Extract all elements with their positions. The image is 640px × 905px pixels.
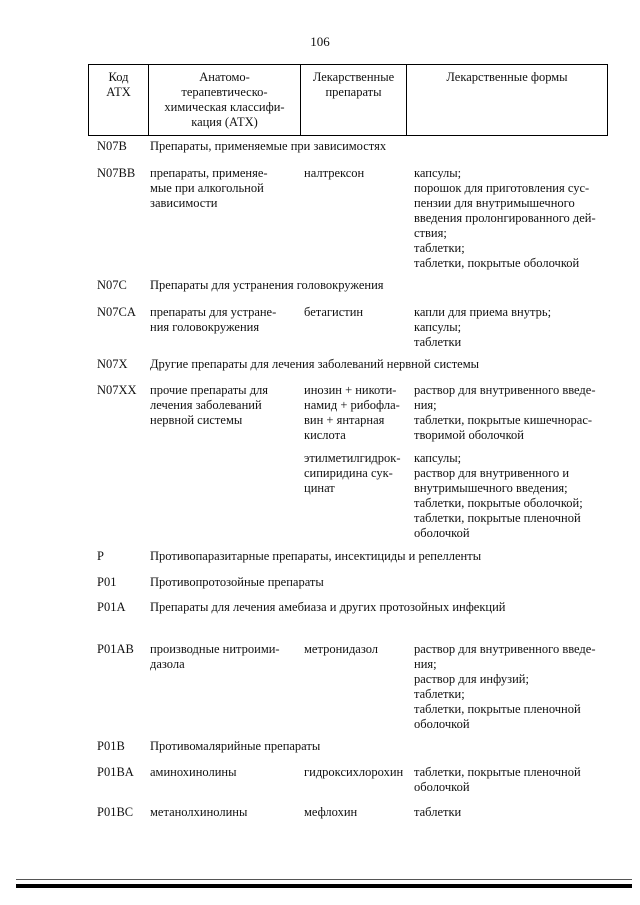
row-code: P01BA [97, 765, 134, 779]
table-header [88, 64, 608, 136]
row-forms: капсулы; раствор для внутривенного и внутримышечного введения; таблетки, покрытые оболочкой; таблетки, покрытые пленочной оболочкой [414, 451, 583, 540]
header-class [149, 65, 301, 135]
row-drug: бетагистин [304, 305, 364, 319]
row-forms: раствор для внутривенного введе- ния; таблетки, покрытые кишечнорас- творимой оболочкой [414, 383, 596, 442]
row-drug: метронидазол [304, 642, 379, 656]
header-forms-text: Лекарственные формы [446, 70, 568, 84]
row-code: P [97, 549, 104, 563]
row-classification: препараты, применяе- мые при алкогольной зависимости [150, 166, 268, 210]
row-code: P01AB [97, 642, 134, 656]
row-code: P01 [97, 575, 117, 589]
row-classification: препараты для устране- ния головокружения [150, 305, 277, 334]
row-code: P01A [97, 600, 126, 614]
row-classification: прочие препараты для лечения заболеваний нервной системы [150, 383, 269, 427]
group-title: Препараты, применяемые при зависимостях [150, 139, 387, 153]
footer-rule-thin [16, 879, 632, 880]
header-class-text: Анатомо- терапевтическо- химическая классифи- кация (АТХ) [164, 70, 285, 129]
group-title: Препараты для лечения амебиаза и других протозойных инфекций [150, 600, 506, 614]
header-drugs [301, 65, 407, 135]
row-classification: производные нитроими- дазола [150, 642, 280, 671]
header-code-text: Код АТХ [106, 70, 131, 99]
group-title: Препараты для устранения головокружения [150, 278, 384, 292]
row-code: N07C [97, 278, 127, 292]
row-drug: инозин + никоти- намид + рибофла- вин + янтарная кислота [304, 383, 400, 442]
row-code: N07BB [97, 166, 136, 180]
group-title: Противопаразитарные препараты, инсектициды и репелленты [150, 549, 482, 563]
row-drug: этилметилгидрок- сипиридина сук- цинат [304, 451, 401, 495]
row-drug: налтрексон [304, 166, 365, 180]
row-forms: капли для приема внутрь; капсулы; таблетки [414, 305, 552, 349]
row-code: P01B [97, 739, 125, 753]
header-drugs-text: Лекарственные препараты [312, 70, 395, 99]
row-classification: аминохинолины [150, 765, 237, 779]
row-drug: гидроксихлорохин [304, 765, 404, 779]
row-forms: таблетки [414, 805, 462, 819]
row-forms: таблетки, покрытые пленочной оболочкой [414, 765, 581, 794]
row-code: P01BC [97, 805, 134, 819]
row-code: N07B [97, 139, 127, 153]
footer-rule [16, 884, 632, 888]
header-forms [407, 65, 607, 135]
row-classification: метанолхинолины [150, 805, 248, 819]
row-code: N07CA [97, 305, 136, 319]
group-title: Противопротозойные препараты [150, 575, 324, 589]
group-title: Противомалярийные препараты [150, 739, 321, 753]
row-code: N07XX [97, 383, 137, 397]
group-title: Другие препараты для лечения заболеваний нервной системы [150, 357, 480, 371]
row-forms: раствор для внутривенного введе- ния; раствор для инфузий; таблетки; таблетки, покрытые пленочной оболочкой [414, 642, 596, 731]
page-number: 106 [310, 34, 330, 49]
row-code: N07X [97, 357, 128, 371]
header-code [89, 65, 149, 135]
row-drug: мефлохин [304, 805, 358, 819]
row-forms: капсулы; порошок для приготовления сус- пензии для внутримышечного введения пролонгированного дей- ствия; таблетки; таблетки, покрытые оболочкой [414, 166, 596, 270]
